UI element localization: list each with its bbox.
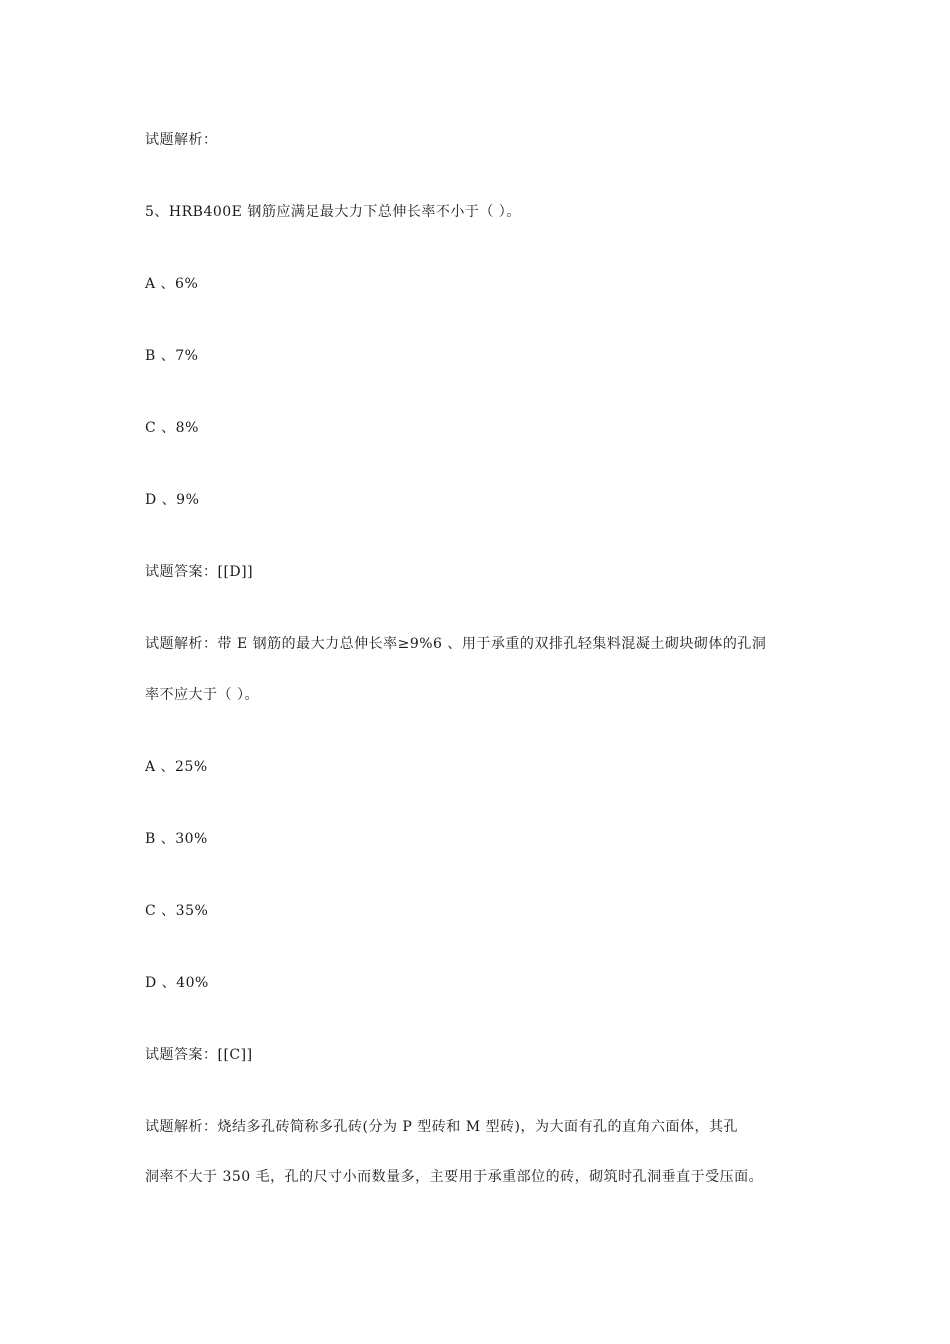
q5-option-d: D 、9% xyxy=(145,492,200,508)
q6-option-a: A 、25% xyxy=(145,759,208,775)
q5-answer: 试题答案：[[D]] xyxy=(145,564,254,580)
q6-analysis-line-2: 洞率不大于 350 毛，孔的尺寸小而数量多，主要用于承重部位的砖，砌筑时孔洞垂直于受压面。 xyxy=(145,1169,764,1185)
q5-option-c: C 、8% xyxy=(145,420,199,436)
question-5-text: 5、HRB400E 钢筋应满足最大力下总伸长率不小于（ ）。 xyxy=(145,204,521,220)
q5-option-a: A 、6% xyxy=(145,276,199,292)
q6-answer: 试题答案：[[C]] xyxy=(145,1047,253,1063)
q5-option-b: B 、7% xyxy=(145,348,199,364)
q5-analysis-and-q6-line-1: 试题解析：带 E 钢筋的最大力总伸长率≥9%6 、用于承重的双排孔轻集料混凝土砌块砌体的孔洞 xyxy=(145,636,767,652)
q6-option-c: C 、35% xyxy=(145,903,209,919)
q6-option-b: B 、30% xyxy=(145,831,208,847)
q6-line-2: 率不应大于（ ）。 xyxy=(145,687,259,703)
analysis-label-1: 试题解析： xyxy=(145,132,218,148)
q6-analysis-line-1: 试题解析：烧结多孔砖简称多孔砖(分为 P 型砖和 M 型砖)，为大面有孔的直角六面体，其孔 xyxy=(145,1119,738,1135)
q6-option-d: D 、40% xyxy=(145,975,209,991)
